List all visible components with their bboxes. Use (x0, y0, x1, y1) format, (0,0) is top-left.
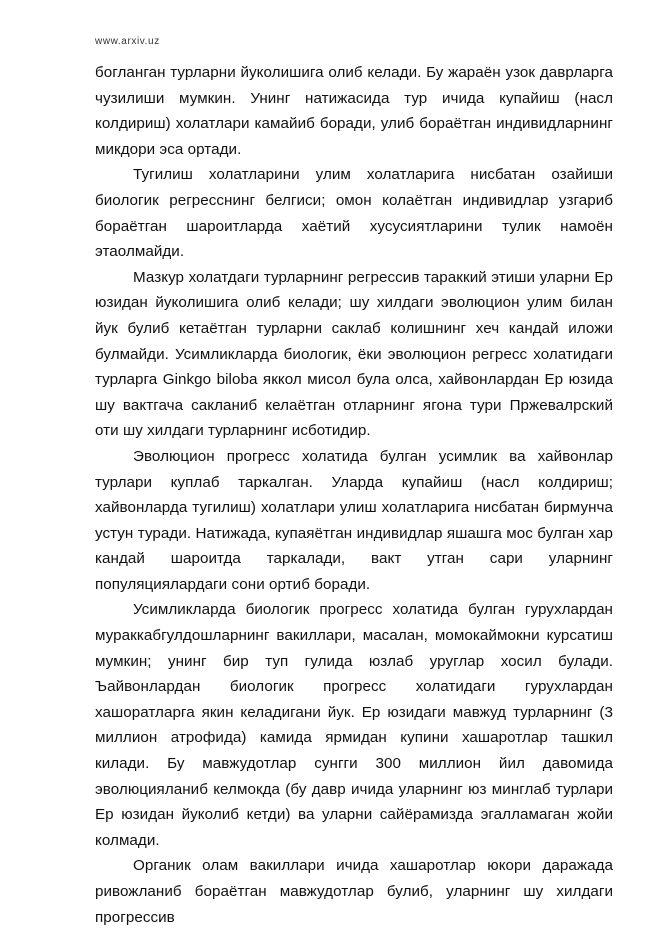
paragraph-6: Органик олам вакиллари ичида хашаротлар юкори даражада ривожланиб бораётган мавжудотлар булиб, уларнинг шу хилдаги прогрессив (95, 857, 613, 926)
paragraph-5: Усимликларда биологик прогресс холатида булган гурухлардан мураккабгулдошларнинг вакиллари, масалан, момокаймокни курсатиш мумкин; унинг бир туп гулида юзлаб уруглар хосил булади. Ъайвонлардан биологик прогресс холатидаги гурухлардан хашоратларга якин келадигани йук. Ер юзидаги мавжуд турларнинг (3 миллион атрофида) камида ярмидан купини хашаротлар ташкил килади. Бу мавжудотлар сунгги 300 миллион йил давомида эволюцияланиб келмокда (бу давр ичида уларнинг юз минглаб турлари Ер юзидан йуколиб кетди) ва уларни сайёрамизда эгалламаган жойи колмади. (95, 601, 613, 849)
document-body (95, 60, 613, 930)
paragraph-4: Эволюцион прогресс холатида булган усимлик ва хайвонлар турлари куплаб таркалган. Уларда купайиш (насл колдириш; хайвонларда тугилиш) холатлари улиш холатларига нисбатан бирмунча устун туради. Натижада, купаяётган индивидлар яшашга мос булган хар кандай шароитда таркалади, вакт утган сари уларнинг популяциялардаги сони ортиб боради. (95, 447, 613, 593)
paragraph-2: Тугилиш холатларини улим холатларига нисбатан озайиши биологик регресснинг белгиси; омон колаётган индивидлар узгариб бораётган шароитларда хаётий хусусиятларини тулик намоён этаолмайди. (95, 166, 613, 261)
paragraph-3: Мазкур холатдаги турларнинг регрессив тараккий этиши уларни Ер юзидан йуколишига олиб келади; шу хилдаги эволюцион улим билан йук булиб кетаётган турларни саклаб колишнинг хеч кандай иложи булмайди. Усимликларда биологик, ёки эволюцион регресс холатидаги турларга Ginkgo bilobа яккол мисол була олса, хайвонлардан Ер юзида шу вактгача сакланиб келаётган отларнинг ягона тури Пржевалрский оти шу хилдаги турларнинг исботидир. (95, 268, 613, 440)
paragraph-1: богланган турларни йуколишига олиб келади. Бу жараён узок даврларга чузилиши мумкин. Унинг натижасида тур ичида купайиш (насл колдириш) холатлари камайиб боради, улиб бораётган индивидларнинг микдори эса ортади. (95, 64, 613, 158)
site-header: www.arxiv.uz (95, 36, 160, 47)
